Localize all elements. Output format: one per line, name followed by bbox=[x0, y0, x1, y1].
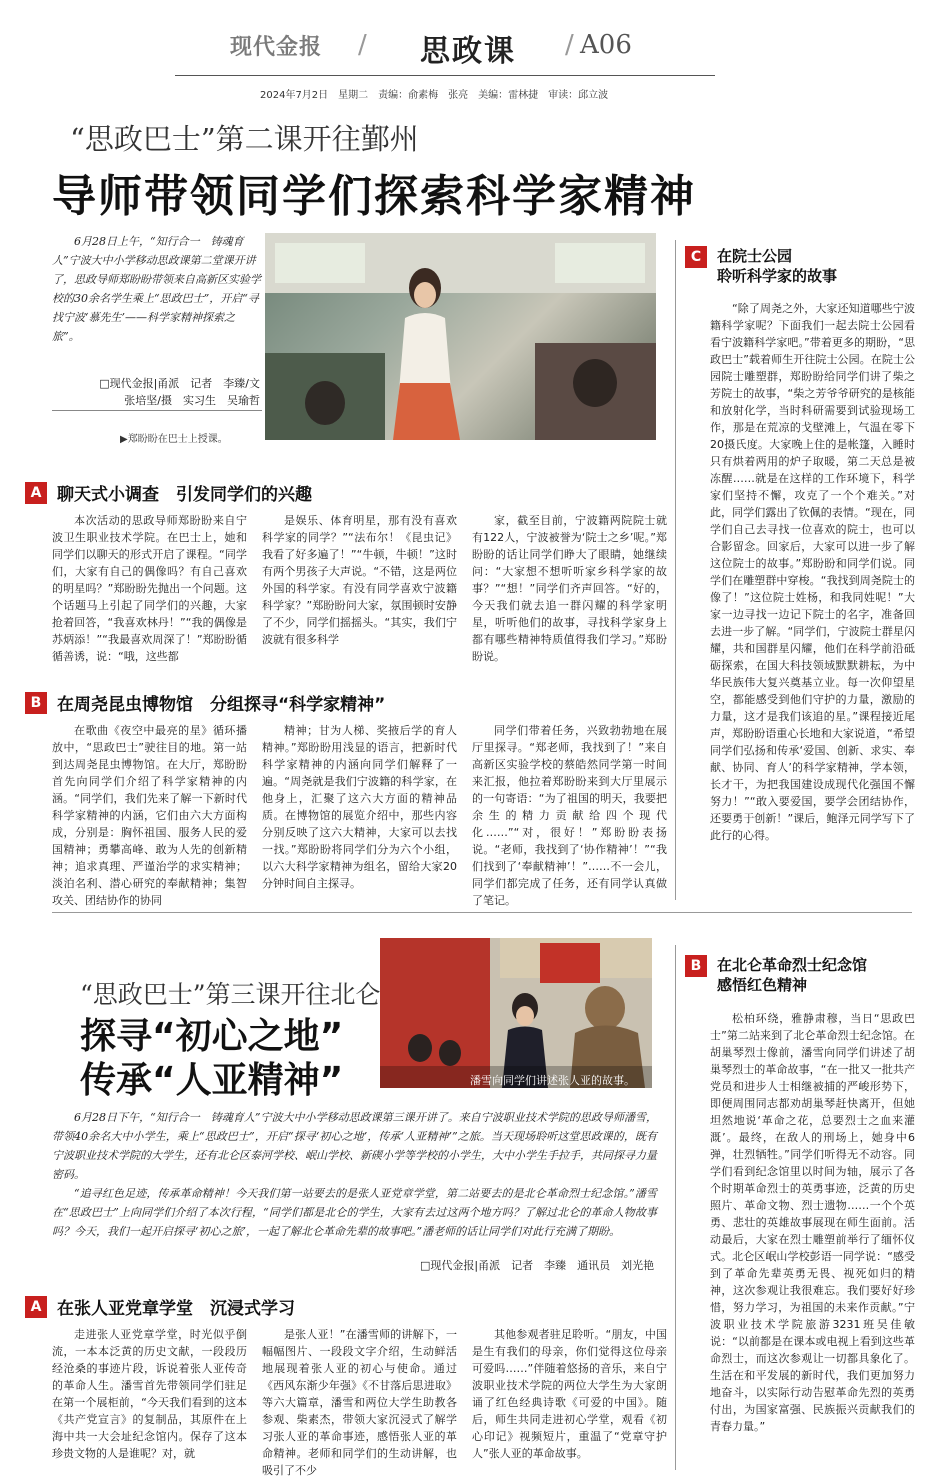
article2-lead-p1: 6月28日下午，“知行合一 铸魂育人”宁波大中小学移动思政课第三课开讲了。来自宁波职业技术学院的思政导师潘雪，带领40余名大中小学生，乘上“思政巴士”，开启“探寻‘初心之地’，传承‘人亚精神’”之旅。当天现场聆听这堂思政课的，既有宁波职业技术学院的大学生，还有北仑区泰河学校、岷山学校、新碶小学等学校的小学生，大中小学生手拉手，共同探寻力量密码。 bbox=[52, 1111, 657, 1181]
article2-subtitle: “思政巴士”第三课开往北仑 bbox=[80, 980, 381, 1009]
memorial-hall-photo bbox=[380, 938, 652, 1088]
article2-sectionB-header bbox=[685, 955, 867, 995]
article2-byline: □现代金报|甬派 记者 李臻 通讯员 刘光艳 bbox=[420, 1259, 655, 1272]
article1-subtitle: “思政巴士”第二课开往鄞州 bbox=[70, 122, 419, 156]
article-separator bbox=[52, 912, 912, 913]
section-mark: A bbox=[25, 482, 47, 504]
header-slash: / bbox=[358, 30, 367, 60]
photo1-caption: ▶郑盼盼在巴士上授课。 bbox=[120, 434, 228, 445]
bus-photo-illustration bbox=[265, 233, 656, 440]
column-divider bbox=[675, 945, 676, 1470]
sectionC-header bbox=[685, 246, 837, 286]
sectionB-col1: 在歌曲《夜空中最亮的星》循环播放中，“思政巴士”驶往目的地。第一站到达周尧昆虫博物馆。在大厅，郑盼盼首先向同学们介绍了科学家精神的内涵。“同学们，我们先来了解一下新时代科学家精神的内涵，它们由六大方面构成，分别是：胸怀祖国、服务人民的爱国精神；勇攀高峰、敢为人先的创新精神；追求真理、严谨治学的求实精神；淡泊名利、潜心研究的奉献精神；集智攻关、团结协作的协同 bbox=[52, 724, 247, 907]
article1-byline bbox=[80, 375, 260, 409]
sectionA-header bbox=[25, 480, 312, 505]
section-mark: B bbox=[685, 955, 707, 977]
article1-title: 导师带领同学们探索科学家精神 bbox=[52, 171, 696, 222]
section-title-line2: 聆听科学家的故事 bbox=[717, 267, 838, 285]
byline-line2: 张培坚/摄 实习生 吴瑜哲 bbox=[124, 394, 260, 407]
section-mark: A bbox=[25, 1296, 47, 1318]
column-divider bbox=[675, 240, 676, 900]
article2-sectionA-col1: 走进张人亚党章学堂，时光似乎倒流，一本本泛黄的历史文献，一段段历经沧桑的事迹片段，诉说着张人亚传奇的革命人生。潘雪首先带领同学们驻足在第一个展柜前，“今天我们看到的这本《共产党宣言》的复制品，其原件在上海中共一大会址纪念馆内。保存了这本珍贵文物的人是谁呢？对，就 bbox=[52, 1328, 247, 1460]
article2-title-line2: 传承“人亚精神” bbox=[80, 1060, 344, 1101]
header-rule bbox=[175, 75, 715, 76]
article2-title-line1: 探寻“初心之地” bbox=[80, 1016, 344, 1057]
article2-sectionA-header bbox=[25, 1294, 295, 1319]
section-mark: B bbox=[25, 692, 47, 714]
article2-sectionA-col3: 其他参观者驻足聆听。“朋友，中国是生有我们的母亲，你们觉得这位母亲可爱吗……”伴随着悠扬的音乐，来自宁波职业技术学院的两位大学生为大家朗诵了红色经典诗歌《可爱的中国》。随后，师生共同走进初心学堂，观看《初心印记》视频短片，重温了“党章守护人”张人亚的革命故事。 bbox=[472, 1328, 667, 1460]
article1-lead: 6月28日上午，“知行合一 铸魂育人”宁波大中小学移动思政课第二堂课开讲了，思政导师郑盼盼带领来自高新区实验学校的30余名学生乘上“思政巴士”，开启“寻找宁波‘慕先生’——科学家精神探索之旅”。 bbox=[52, 235, 261, 343]
article2-lead bbox=[52, 1108, 657, 1241]
sectionB-col3: 同学们带着任务，兴致勃勃地在展厅里探寻。“郑老师，我找到了！”来自高新区实验学校的蔡皓然同学第一时间来汇报，他拉着郑盼盼来到大厅里展示的一句寄语：“为了祖国的明天，我要把余生的精力贡献给四个现代化……”“对，很好！”郑盼盼表扬说。“老师，我找到了‘协作精神’！”“我们找到了‘奉献精神’！”……不一会儿，同学们都完成了任务，还有同学认真做了笔记。 bbox=[472, 724, 667, 907]
sectionB-header bbox=[25, 690, 385, 715]
article2-lead-p2: “追寻红色足迹，传承革命精神！今天我们第一站要去的是张人亚党章学堂，第二站要去的是北仑革命烈士纪念馆。”潘雪在“思政巴士”上向同学们介绍了本次行程，“同学们都是北仑的学生，大家有去过这两个地方吗？了解过北仑的革命人物故事吗？今天，我们一起开启探寻‘初心之旅’，一起了解北仑革命先辈的故事吧。”潘老师的话让同学们对此行充满了期盼。 bbox=[52, 1187, 657, 1238]
section-title: 聊天式小调查 引发同学们的兴趣 bbox=[57, 485, 312, 505]
page-number: A06 bbox=[580, 30, 632, 60]
section-title: 在周尧昆虫博物馆 分组探寻“科学家精神” bbox=[57, 695, 386, 715]
header-info: 2024年7月2日 星期二 责编：俞素梅 张亮 美编：雷林捷 审读：邱立波 bbox=[260, 90, 609, 101]
sectionA-col2: 是娱乐、体育明星，那有没有喜欢科学家的同学？”“法布尔！《昆虫记》我看了好多遍了！”“牛顿，牛顿！”这时有两个男孩子大声说。“不错，这是两位外国的科学家。有没有同学喜欢宁波籍科学家？”郑盼盼问大家，氛围顿时安静了不少，同学们摇摇头。“其实，我们宁波就有很多科学 bbox=[262, 514, 457, 646]
bus-lecture-photo bbox=[265, 233, 656, 440]
memorial-photo-illustration bbox=[380, 938, 652, 1088]
article2-sectionB-text: 松柏环绕，雅静肃穆，当日“思政巴士”第二站来到了北仑革命烈士纪念馆。在胡巢琴烈士像前，潘雪向同学们讲述了胡巢琴烈士的革命故事，“在一批又一批共产党员和进步人士相继被捕的严峻形势下，即便周围同志都劝胡巢琴赶快离开，但她坦然地说‘革命之花，总要烈士之血来灌溉’。最终，在敌人的刑场上，她身中6弹，壮烈牺牲。”同学们听得无不动容。同学们看到纪念馆里以时间为轴，展示了各个时期革命烈士的英勇事迹，泛黄的历史照片、革命文物、烈士遗物……一个个英勇、悲壮的英雄故事展现在师生面前。活动最后，大家在烈士雕塑前举行了缅怀仪式。北仑区岷山学校彭语一同学说：“感受到了革命先辈英勇无畏、视死如归的精神，这次参观让我很难忘。我们要好好珍惜，努力学习，为祖国的未来作贡献。”宁波职业技术学院旅游3231班吴佳敏说：“以前都是在课本或电视上看到这些革命烈士，而这次参观让一切都具象化了。生活在和平发展的新时代，我们更加努力地奋斗，以实际行动告慰革命先烈的英勇付出，为国家富强、民族振兴贡献我们的青春力量。” bbox=[710, 1012, 915, 1433]
header-slash: / bbox=[565, 30, 574, 60]
section-mark: C bbox=[685, 246, 707, 268]
sectionB-col2: 精神；甘为人梯、奖掖后学的育人精神。”郑盼盼用浅显的语言，把新时代科学家精神的内涵向同学们解释了一遍。“周尧就是我们宁波籍的科学家，在他身上，汇聚了这六大方面的精神品质。在博物馆的展览介绍中，那些内容分别反映了这六大精神，大家可以去找一找。”郑盼盼将同学们分为六个小组，以六大科学家精神为组名，留给大家20分钟时间自主探寻。 bbox=[262, 724, 457, 890]
lead-divider bbox=[52, 410, 262, 411]
section-title: 在张人亚党章学堂 沉浸式学习 bbox=[57, 1299, 295, 1319]
section-title-line1: 在北仑革命烈士纪念馆 bbox=[717, 956, 868, 974]
section-title-line1: 在院士公园 bbox=[717, 247, 793, 265]
section-title-line2: 感悟红色精神 bbox=[717, 976, 808, 994]
photo2-caption: 潘雪向同学们讲述张人亚的故事。 bbox=[470, 1074, 635, 1087]
section-name: 思政课 bbox=[420, 34, 516, 69]
paper-name: 现代金报 bbox=[230, 34, 323, 60]
article2-sectionA-col2: 是张人亚！”在潘雪师的讲解下，一幅幅图片、一段段文字介绍，生动鲜活地展现着张人亚的初心与使命。通过《西风东渐少年强》《不甘落后思进取》等六大篇章，潘雪和两位大学生助教各参观、柴素杰，带领大家沉浸式了解学习张人亚的革命事迹，感悟张人亚的革命精神。老师和同学们的生动讲解，也吸引了不少 bbox=[262, 1328, 457, 1477]
sectionC-text: “除了周尧之外，大家还知道哪些宁波籍科学家呢？下面我们一起去院士公园看看宁波籍科学家吧。”带着更多的期盼，“思政巴士”载着师生开往院士公园。在院士公园院士雕塑群，郑盼盼给同学们讲了柴之芳院士的故事，“柴之芳爷爷研究的是核能和放射化学，当时科研需要到试验现场工作，那是在荒凉的戈壁滩上，气温在零下20摄氏度。大家晚上住的是帐篷，入睡时只有烘着两用的炉子取暖，第二天总是被冻醒……就是在这样的工作环境下，科学家们坚持不懈，攻克了一个个难关。”对此，同学们露出了钦佩的表情。“现在，同学们自己去寻找一位喜欢的院士，也可以合影留念。回家后，大家可以进一步了解这位院士的故事。”郑盼盼和同学们说。同学们在雕塑群中穿梭。“我找到周尧院士的像了！”这位院士姓杨，和我同姓呢！”大家一边寻找一边记下院士的名字，准备回去进一步了解。“同学们，宁波院士群星闪耀，共和国群星闪耀，他们在科学前沿砥砺探索，在国大科技领域默默耕耘，为中华民族伟大复兴奠基立业。每一次仰望星空，都能感受到他们守护的力量，激励的力量，这才是我们该追的星。”课程接近尾声，郑盼盼语重心长地和大家说道，“希望同学们弘扬和传承‘爱国、创新、求实、奉献、协同、育人’的科学家精神，学本领，长才干，为把我国建设成现代化强国不懈努力！”“敢入要爱国，要学会团结协作，还要勇于创新！”课后，鲍泽元同学写下了此行的心得。 bbox=[710, 302, 915, 842]
sectionA-col1: 本次活动的思政导师郑盼盼来自宁波卫生职业技术学院。在巴士上，她和同学们以聊天的形式开启了课程。“同学们，大家有自己的偶像吗？有自己喜欢的明星吗？”郑盼盼先抛出一个问题。这个话题马上引起了同学们的兴趣，大家抢着回答，“我喜欢林丹！”“我的偶像是苏炳添！”“我最喜欢周深了！”郑盼盼循循善诱，说：“哦，这些都 bbox=[52, 514, 247, 663]
sectionA-col3: 家，截至目前，宁波籍两院院士就有122人，宁波被誉为‘院士之乡’呢。”郑盼盼的话让同学们睁大了眼睛，她继续问：“大家想不想听听家乡科学家的故事？”“想！”同学们齐声回答。“好的，今天我们就去追一群闪耀的科学家明星，听听他们的故事，寻找科学家身上都有哪些精神特质值得我们学习。”郑盼盼说。 bbox=[472, 514, 667, 663]
byline-line1: □现代金报|甬派 记者 李臻/文 bbox=[99, 377, 260, 390]
